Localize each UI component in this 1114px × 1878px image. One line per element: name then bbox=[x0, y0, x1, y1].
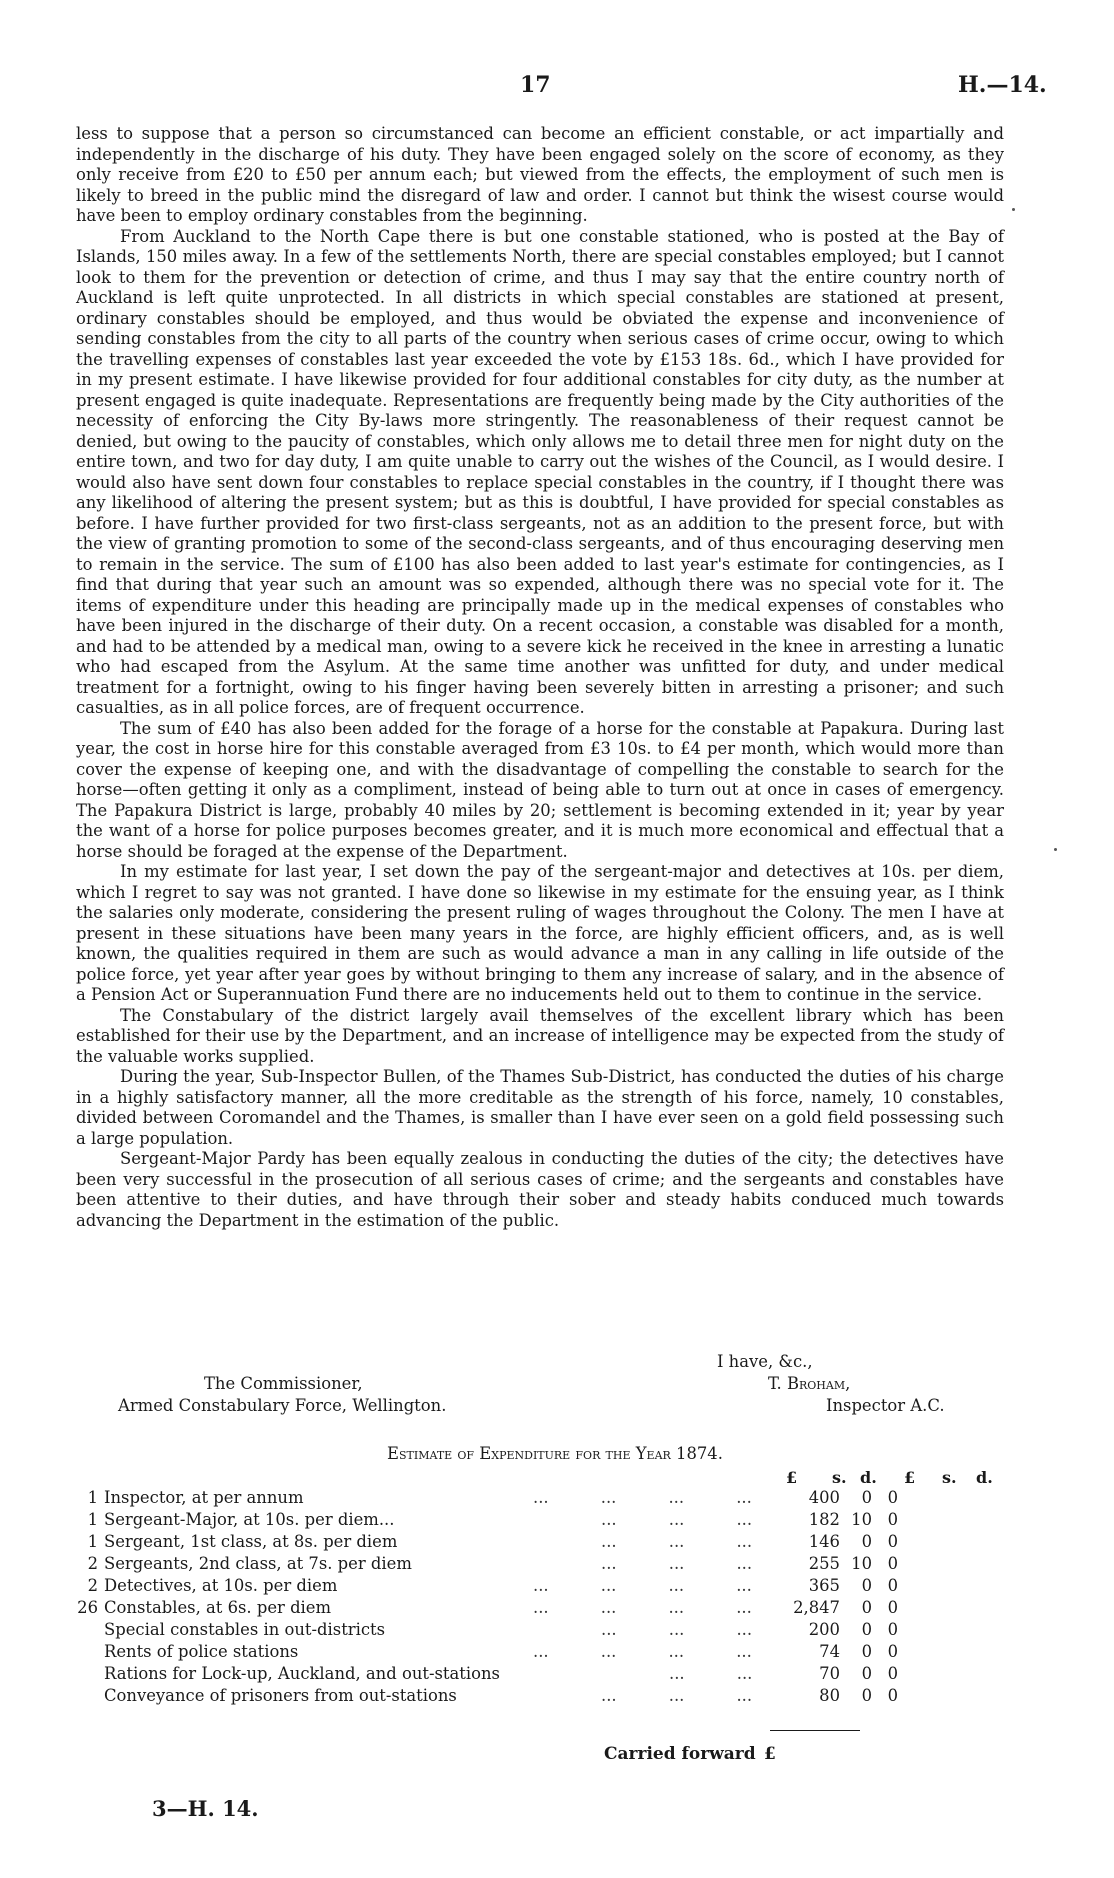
row-pence: 0 bbox=[887, 1488, 898, 1507]
total-rule bbox=[770, 1730, 860, 1731]
table-row bbox=[62, 1488, 1022, 1510]
row-shillings: 0 bbox=[861, 1532, 872, 1551]
row-quantity: 2 bbox=[87, 1576, 98, 1595]
row-quantity: 26 bbox=[77, 1598, 98, 1617]
table-row bbox=[62, 1664, 1022, 1686]
paragraph-continuation: less to suppose that a person so circumstanced can become an efficient constable, or act impartially and independently in the discharge of his duty. They have been engaged solely on the score of economy, as they only receive from £20 to £50 per annum each; but viewed from the effects, the employment of such men is likely to breed in the public mind the disregard of law and order. I cannot but think the wisest course would have been to employ ordinary constables from the beginning. bbox=[76, 124, 1004, 225]
row-pounds: 182 bbox=[808, 1510, 840, 1529]
row-description: Conveyance of prisoners from out-stations bbox=[104, 1686, 457, 1705]
row-leader-dots: ... ... ... bbox=[601, 1620, 753, 1639]
addressee-line-1: The Commissioner, bbox=[204, 1374, 363, 1393]
row-pence: 0 bbox=[887, 1554, 898, 1573]
row-pounds: 400 bbox=[808, 1488, 840, 1507]
addressee-line-2: Armed Constabulary Force, Wellington. bbox=[118, 1396, 447, 1415]
margin-mark bbox=[1012, 208, 1015, 211]
row-pounds: 255 bbox=[808, 1554, 840, 1573]
row-pence: 0 bbox=[887, 1620, 898, 1639]
row-pounds: 146 bbox=[808, 1532, 840, 1551]
row-pence: 0 bbox=[887, 1532, 898, 1551]
table-row bbox=[62, 1686, 1022, 1708]
row-pence: 0 bbox=[887, 1510, 898, 1529]
footer-reference: 3—H. 14. bbox=[152, 1796, 259, 1821]
row-shillings: 0 bbox=[861, 1598, 872, 1617]
estimate-title-text: Estimate of Expenditure for the Year 1874. bbox=[387, 1444, 723, 1463]
row-quantity: 1 bbox=[87, 1488, 98, 1507]
row-pence: 0 bbox=[887, 1686, 898, 1705]
table-row bbox=[62, 1642, 1022, 1664]
row-quantity: 1 bbox=[87, 1510, 98, 1529]
row-pence: 0 bbox=[887, 1576, 898, 1595]
row-description: Constables, at 6s. per diem bbox=[104, 1598, 332, 1617]
row-shillings: 0 bbox=[861, 1686, 872, 1705]
shillings-header-1: s. bbox=[832, 1468, 847, 1487]
row-description: Special constables in out-districts bbox=[104, 1620, 386, 1639]
row-leader-dots: ... ... ... ... bbox=[533, 1488, 752, 1507]
row-description: Inspector, at per annum bbox=[104, 1488, 304, 1507]
row-leader-dots: ... ... ... bbox=[601, 1532, 753, 1551]
paragraph-papakura-horse: The sum of £40 has also been added for the forage of a horse for the constable at Papakura. During last year, the cost in horse hire for this constable averaged from £3 10s. to £4 per month, which would more than cover the expense of keeping one, and with the disadvantage of compelling the constable to search for the horse—often getting it only as a compliment, instead of being able to turn out at once in cases of emergency. The Papakura District is large, probably 40 miles by 20; settlement is becoming extended in it; year by year the want of a horse for police purposes becomes greater, and it is much more economical and effectual that a horse should be foraged at the expense of the Department. bbox=[76, 718, 1004, 861]
row-leader-dots: ... ... ... ... bbox=[533, 1598, 752, 1617]
row-shillings: 0 bbox=[861, 1642, 872, 1661]
row-pounds: 70 bbox=[819, 1664, 840, 1683]
table-row bbox=[62, 1510, 1022, 1532]
row-description: Rents of police stations bbox=[104, 1642, 299, 1661]
paragraph-library: The Constabulary of the district largely avail themselves of the excellent library which has been established for their use by the Department, and an increase of intelligence may be expected from the study of the valuable works supplied. bbox=[76, 1005, 1004, 1066]
shillings-header-2: s. bbox=[942, 1468, 957, 1487]
row-pence: 0 bbox=[887, 1664, 898, 1683]
row-description: Sergeant, 1st class, at 8s. per diem bbox=[104, 1532, 398, 1551]
row-pounds: 2,847 bbox=[793, 1598, 840, 1617]
paragraph-thames: During the year, Sub-Inspector Bullen, of the Thames Sub-District, has conducted the duties of his charge in a highly satisfactory manner, all the more creditable as the strength of his force, namely, 10 constables, divided between Coromandel and the Thames, is smaller than I have ever seen on a gold field possessing such a large population. bbox=[76, 1067, 1004, 1148]
row-pence: 0 bbox=[887, 1642, 898, 1661]
carried-forward-symbol: £ bbox=[764, 1744, 776, 1764]
margin-mark bbox=[1054, 848, 1057, 851]
page-header bbox=[0, 72, 1114, 102]
table-row bbox=[62, 1620, 1022, 1642]
table-row bbox=[62, 1576, 1022, 1598]
row-leader-dots: ... ... ... ... bbox=[533, 1642, 752, 1661]
row-description: Rations for Lock-up, Auckland, and out-stations bbox=[104, 1664, 500, 1683]
pence-header-2: d. bbox=[976, 1468, 993, 1487]
row-description: Sergeants, 2nd class, at 7s. per diem bbox=[104, 1554, 412, 1573]
row-shillings: 0 bbox=[861, 1664, 872, 1683]
carried-forward-label: Carried forward bbox=[604, 1744, 756, 1764]
row-description: Sergeant-Major, at 10s. per diem... bbox=[104, 1510, 395, 1529]
row-leader-dots: ... ... ... bbox=[601, 1510, 753, 1529]
signature: T. Broham, bbox=[768, 1374, 851, 1393]
estimate-table bbox=[62, 1488, 1022, 1708]
row-pence: 0 bbox=[887, 1598, 898, 1617]
table-row bbox=[62, 1532, 1022, 1554]
row-pounds: 365 bbox=[808, 1576, 840, 1595]
signatory-title: Inspector A.C. bbox=[826, 1396, 945, 1415]
table-row bbox=[62, 1554, 1022, 1576]
paragraph-north-cape: From Auckland to the North Cape there is but one constable stationed, who is posted at the Bay of Islands, 150 miles away. In a few of the settlements North, there are special constables employed; but I cannot look to them for the prevention or detection of crime, and thus I may say that the entire country north of Auckland is left quite unprotected. In all districts in which special constables are stationed at present, ordinary constables should be employed, and thus would be obviated the expense and inconvenience of sending constables from the city to all parts of the country when serious cases of crime occur, owing to which the travelling expenses of constables last year exceeded the vote by £153 18s. 6d., which I have provided for in my present estimate. I have likewise provided for four additional constables for city duty, as the number at present engaged is quite inadequate. Representations are frequently being made by the City authorities of the necessity of enforcing the City By-laws more stringently. The reasonableness of their request cannot be denied, but owing to the paucity of constables, which only allows me to detail three men for night duty on the entire town, and two for day duty, I am quite unable to carry out the wishes of the Council, as I would desire. I would also have sent down four constables to replace special constables in the country, if I thought there was any likelihood of altering the present system; but as this is doubtful, I have provided for special constables as before. I have further provided for two first-class sergeants, not as an addition to the present force, but with the view of granting promotion to some of the second-class sergeants, and of thus encouraging deserving men to remain in the service. The sum of £100 has also been added to last year's estimate for contingencies, as I find that during that year such an amount was so expended, although there was no special vote for it. The items of expenditure under this heading are principally made up in the medical expenses of constables who have been injured in the discharge of their duty. On a recent occasion, a constable was disabled for a month, and had to be attended by a medical man, owing to a severe kick he received in the knee in arresting a lunatic who had escaped from the Asylum. At the same time another was unfitted for duty, and under medical treatment for a fortnight, owing to his finger having been severely bitten in arresting a prisoner; and such casualties, as in all police forces, are of frequent occurrence. bbox=[76, 226, 1004, 717]
salutation: I have, &c., bbox=[717, 1352, 813, 1371]
pounds-header-2: £ bbox=[904, 1468, 916, 1487]
row-pounds: 74 bbox=[819, 1642, 840, 1661]
estimate-title bbox=[0, 1444, 1114, 1463]
row-leader-dots: ... ... ... bbox=[601, 1686, 753, 1705]
paragraph-salaries: In my estimate for last year, I set down the pay of the sergeant-major and detectives at 10s. per diem, which I regret to say was not granted. I have done so likewise in my estimate for the ensuing year, as I think the salaries only moderate, considering the present ruling of wages throughout the Colony. The men I have at present in these situations have been many years in the force, are highly efficient officers, and, as is well known, the qualities required in them are such as would advance a man in any calling in life outside of the police force, yet year after year goes by without bringing to them any increase of salary, and in the absence of a Pension Act or Superannuation Fund there are no inducements held out to them to continue in the service. bbox=[76, 862, 1004, 1004]
report-body bbox=[76, 124, 1004, 1231]
row-quantity: 2 bbox=[87, 1554, 98, 1573]
row-shillings: 0 bbox=[861, 1620, 872, 1639]
row-shillings: 0 bbox=[861, 1576, 872, 1595]
row-leader-dots: ... ... ... ... bbox=[533, 1576, 752, 1595]
row-shillings: 0 bbox=[861, 1488, 872, 1507]
document-reference: H.—14. bbox=[958, 72, 1047, 98]
paragraph-sergeant-major: Sergeant-Major Pardy has been equally zealous in conducting the duties of the city; the detectives have been very successful in the prosecution of all serious cases of crime; and the sergeants and constables have been attentive to their duties, and have through their sober and steady habits conduced much towards advancing the Department in the estimation of the public. bbox=[76, 1149, 1004, 1230]
page-number: 17 bbox=[520, 72, 551, 98]
row-leader-dots: ... ... ... bbox=[601, 1554, 753, 1573]
row-shillings: 10 bbox=[851, 1510, 872, 1529]
pounds-header-1: £ bbox=[786, 1468, 798, 1487]
pence-header-1: d. bbox=[860, 1468, 877, 1487]
row-quantity: 1 bbox=[87, 1532, 98, 1551]
row-shillings: 10 bbox=[851, 1554, 872, 1573]
row-pounds: 80 bbox=[819, 1686, 840, 1705]
table-row bbox=[62, 1598, 1022, 1620]
row-leader-dots: ... ... bbox=[669, 1664, 753, 1683]
row-pounds: 200 bbox=[808, 1620, 840, 1639]
letter-closing bbox=[0, 1352, 1114, 1420]
row-description: Detectives, at 10s. per diem bbox=[104, 1576, 338, 1595]
